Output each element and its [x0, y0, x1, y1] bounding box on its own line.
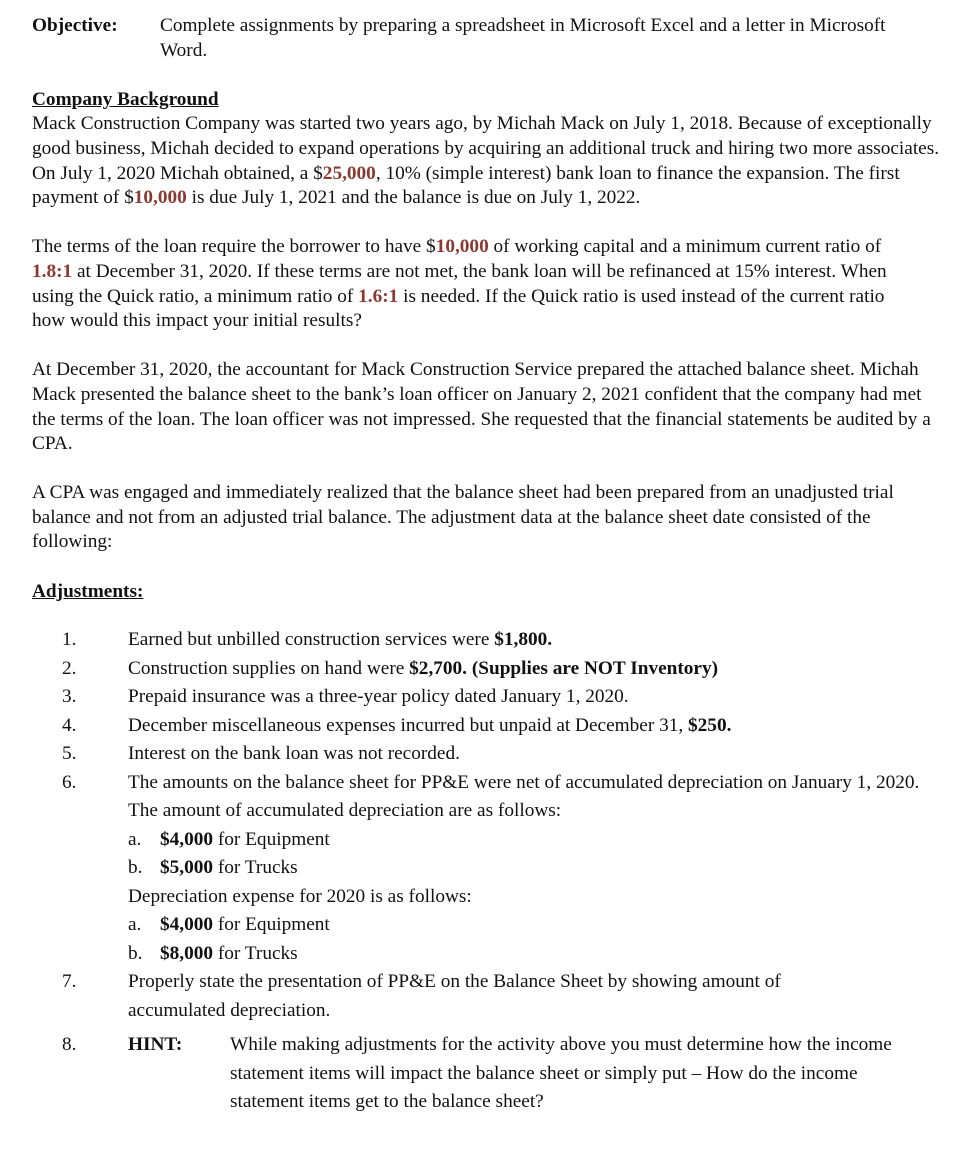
item-text: Earned but unbilled construction services were [128, 629, 495, 651]
sub-amount: $5,000 [160, 857, 214, 879]
item-text: Interest on the bank loan was not recorded. [128, 743, 460, 765]
adjustments-list [32, 626, 942, 1117]
sub-letter: b. [128, 942, 143, 964]
item-tail: . [726, 714, 732, 736]
list-item [32, 968, 942, 1025]
item-text: The amounts on the balance sheet for PP&E were net of accumulated depreciation on January 1, 2020. The amount of accumulated depreciation are as follows: [128, 771, 920, 822]
item-number: 5. [62, 743, 77, 765]
list-item [32, 740, 942, 769]
adjustments-heading: Adjustments: [32, 580, 144, 602]
objective [32, 14, 942, 63]
list-item [32, 655, 942, 684]
quick-ratio: 1.6:1 [358, 285, 399, 307]
text: The terms of the loan require the borrower to have $ [32, 236, 436, 258]
text: , 10% (simple interest) bank loan to finance the expansion. The first payment of $ [32, 162, 900, 209]
background-paragraph-1 [32, 112, 947, 210]
sub-letter: a. [128, 914, 142, 936]
item-text: December miscellaneous expenses incurred but unpaid at December 31, [128, 714, 689, 736]
list-item [32, 1031, 942, 1117]
working-capital: 10,000 [435, 236, 489, 258]
item-number: 6. [62, 771, 77, 793]
first-payment: 10,000 [133, 187, 187, 209]
sub-letter: a. [128, 828, 142, 850]
list-item [32, 712, 942, 741]
item-number: 7. [62, 971, 77, 993]
item-text: Prepaid insurance was a three-year policy dated January 1, 2020. [128, 686, 629, 708]
sub-amount: $8,000 [160, 942, 214, 964]
sub-amount: $4,000 [160, 828, 214, 850]
current-ratio: 1.8:1 [32, 260, 73, 282]
list-item [32, 626, 942, 655]
sub-text: for Trucks [213, 857, 298, 879]
item-number: 8. [62, 1034, 77, 1056]
sub-item [128, 911, 942, 940]
objective-label: Objective: [32, 15, 118, 36]
item-number: 3. [62, 686, 77, 708]
item-amount: $250 [688, 714, 727, 736]
item-number: 4. [62, 714, 77, 736]
sub-item [128, 826, 942, 855]
hint-text: While making adjustments for the activity above you must determine how the income statement items will impact the balance sheet or simply put – How do the income statement items get to the balance sheet? [230, 1034, 892, 1113]
sub-item [128, 940, 942, 969]
company-background-heading: Company Background [32, 88, 219, 110]
background-paragraph-3: At December 31, 2020, the accountant for Mack Construction Service prepared the attached balance sheet. Michah Mack presented the balance sheet to the bank’s loan officer on January 2, 2021 confident that the company had met the terms of the loan. The loan officer was not impressed. She requested that the financial statements be audited by a CPA. [32, 359, 931, 455]
sub-text: for Equipment [213, 914, 330, 936]
objective-text: Complete assignments by preparing a spreadsheet in Microsoft Excel and a letter in Microsoft Word. [160, 15, 886, 61]
hint-label: HINT: [128, 1034, 183, 1056]
item-tail: . [547, 629, 553, 651]
item-number: 2. [62, 657, 77, 679]
text: is needed. If the Quick ratio is used instead of the current ratio how would this impact your initial results? [32, 285, 885, 332]
item-number: 1. [62, 629, 77, 651]
list-item [32, 683, 942, 712]
text: is due July 1, 2021 and the balance is due on July 1, 2022. [186, 187, 641, 209]
background-paragraph-2 [32, 235, 917, 333]
sub-text: for Equipment [213, 828, 330, 850]
text: Mack Construction Company was started two years ago, by Michah Mack on July 1, 2018. Because of exceptionally good business, Michah decided to expand operations by acquiring an additional truck and hiring two more associates. On July 1, 2020 Michah obtained, a $ [32, 113, 940, 184]
item-text: Properly state the presentation of PP&E on the Balance Sheet by showing amount of accumulated depreciation. [128, 971, 781, 1021]
background-paragraph-4: A CPA was engaged and immediately realized that the balance sheet had been prepared from an unadjusted trial balance and not from an adjusted trial balance. The adjustment data at the balance sheet date consisted of the following: [32, 482, 894, 553]
list-item [32, 769, 942, 969]
sub-text: for Trucks [213, 942, 298, 964]
item-amount: $1,800 [494, 629, 548, 651]
item-text: Construction supplies on hand were [128, 657, 410, 679]
sub-amount: $4,000 [160, 914, 214, 936]
sub-item [128, 854, 942, 883]
depreciation-label: Depreciation expense for 2020 is as follows: [128, 885, 472, 907]
text: at December 31, 2020. If these terms are not met, the bank loan will be refinanced at 15% interest. When using the Quick ratio, a minimum ratio of [32, 260, 887, 307]
loan-amount: 25,000 [322, 162, 376, 184]
sub-letter: b. [128, 857, 143, 879]
text: of working capital and a minimum current ratio of [488, 236, 882, 258]
item-amount: $2,700. (Supplies are NOT Inventory) [409, 657, 719, 679]
